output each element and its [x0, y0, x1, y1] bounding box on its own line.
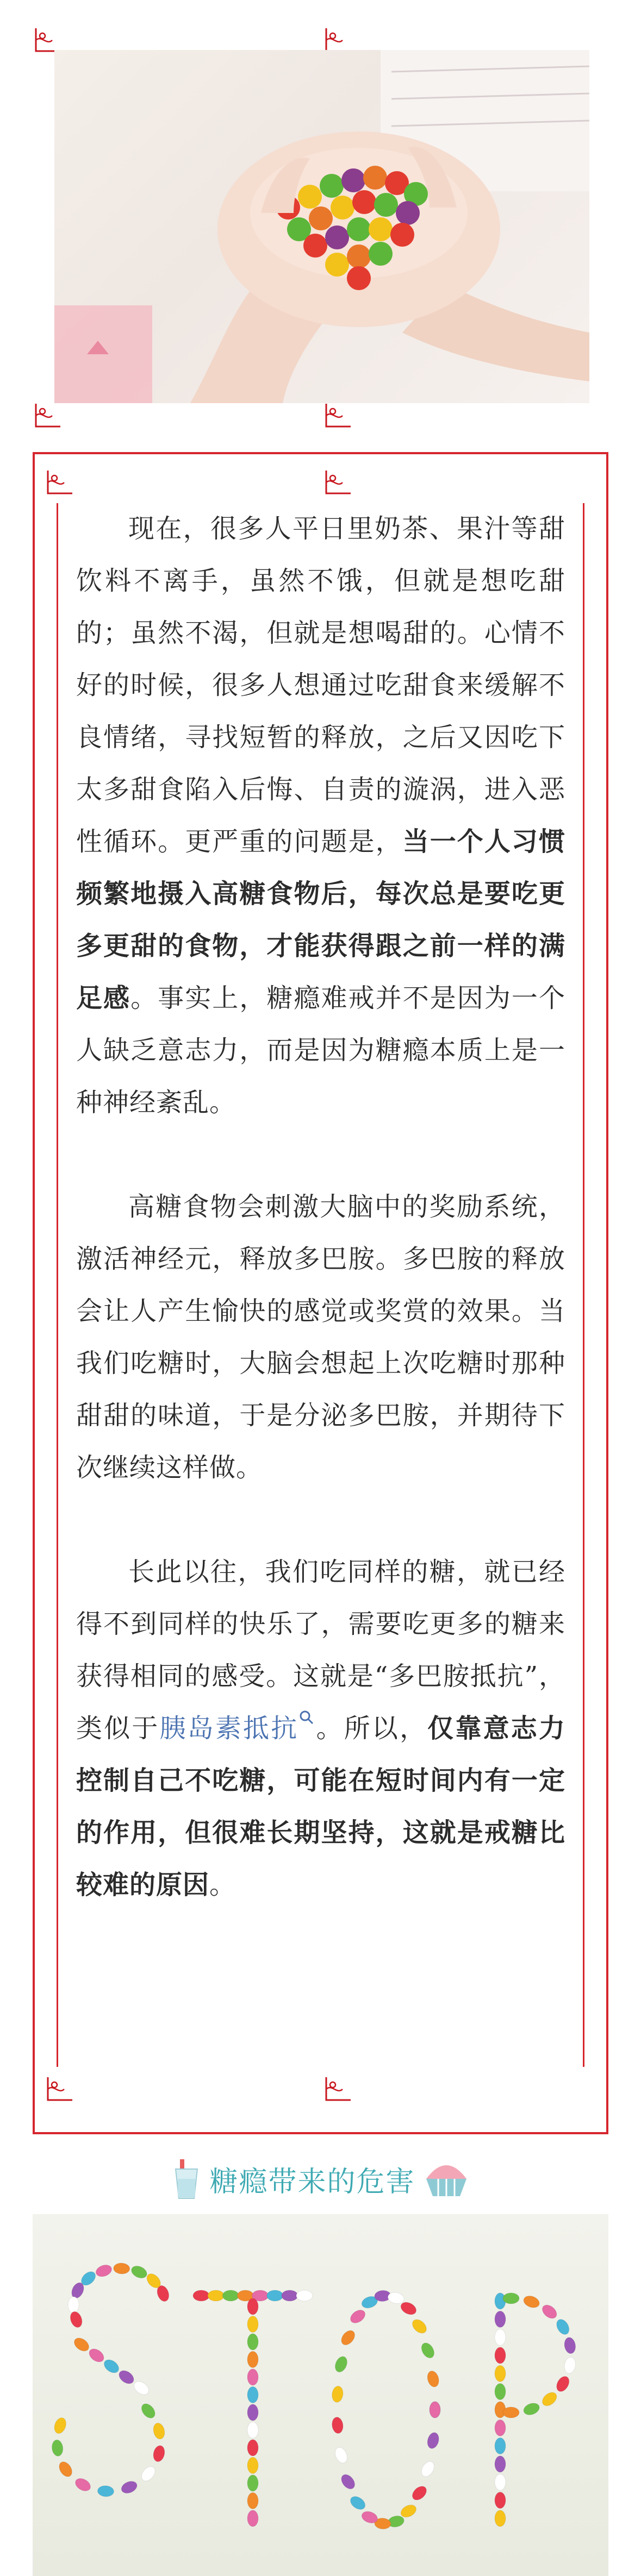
jelly-bean	[554, 2374, 571, 2394]
frame-left-rule	[57, 503, 58, 2067]
jelly-bean	[495, 2438, 506, 2454]
jelly-bean	[247, 2352, 258, 2368]
jelly-bean	[267, 2290, 283, 2301]
jelly-bean	[540, 2390, 559, 2409]
jelly-bean	[495, 2474, 506, 2490]
ice-cream-icon	[422, 2157, 471, 2201]
jelly-bean	[339, 2328, 357, 2348]
jelly-bean	[152, 2422, 166, 2440]
jelly-bean	[67, 2297, 79, 2314]
candy-hands-illustration	[54, 50, 589, 403]
jelly-bean	[247, 2475, 258, 2491]
jelly-bean	[247, 2458, 258, 2474]
jelly-bean	[495, 2420, 506, 2436]
jelly-bean	[333, 2355, 349, 2374]
jelly-bean	[331, 2416, 344, 2434]
jelly-bean	[132, 2379, 151, 2397]
stop-letters-illustration	[33, 2214, 608, 2576]
jelly-bean	[193, 2290, 209, 2301]
stop-jellybeans-photo	[33, 2214, 608, 2576]
paragraph-2	[76, 1181, 565, 1494]
jelly-bean	[152, 2445, 166, 2463]
paragraph-1	[76, 503, 565, 1129]
corner-ornament-icon	[42, 466, 91, 499]
jelly-bean	[333, 2446, 349, 2465]
jelly-bean	[86, 2346, 106, 2365]
p1-bold-text: 当一个人习惯频繁地摄入高糖食物后，每次总是要吃更多更甜的食物，才能获得跟之前一样的满足感	[76, 826, 565, 1013]
jelly-bean	[247, 2298, 258, 2315]
jelly-bean	[69, 2310, 84, 2329]
jelly-bean	[503, 2407, 519, 2418]
jelly-bean	[410, 2317, 430, 2336]
jelly-bean	[222, 2290, 239, 2301]
jelly-bean	[72, 2335, 91, 2354]
corner-ornament-icon	[30, 399, 79, 432]
drink-cup-icon	[170, 2157, 203, 2201]
jelly-bean	[495, 2456, 506, 2472]
jelly-bean	[247, 2422, 258, 2439]
search-icon[interactable]	[298, 1709, 315, 1728]
jelly-bean	[563, 2356, 577, 2374]
jelly-bean	[339, 2472, 357, 2492]
insulin-resistance-link[interactable]: 胰岛素抵抗	[159, 1713, 299, 1744]
corner-ornament-icon	[321, 399, 370, 432]
jelly-bean	[426, 2431, 440, 2450]
jelly-bean	[331, 2385, 344, 2403]
jelly-bean	[426, 2370, 440, 2388]
jelly-bean	[296, 2290, 313, 2301]
jelly-bean	[247, 2387, 258, 2403]
hands-candy-photo	[54, 50, 589, 403]
jelly-bean	[113, 2262, 130, 2274]
p3-bold-text: 仅靠意志力控制自己不吃糖，可能在短时间内有一定的作用，但很难长期坚持，这就是戒糖比较难的原因	[76, 1713, 565, 1900]
p2-text: 高糖食物会刺激大脑中的奖励系统，激活神经元，释放多巴胺。多巴胺的释放会让人产生愉快的感觉或奖赏的效果。当我们吃糖时，大脑会想起上次吃糖时那种甜甜的味道，于是分泌多巴胺，并期待下次继续这样做。	[76, 1192, 565, 1483]
jelly-bean	[116, 2368, 136, 2386]
jelly-bean	[495, 2510, 506, 2527]
jelly-bean	[247, 2493, 258, 2509]
jelly-bean	[495, 2311, 506, 2327]
jelly-bean	[139, 2464, 158, 2484]
p3-text: 长此以往，我们吃同样的糖，就已经得不到同样的快乐了，需要吃更多的糖来获得相同的感受。这就是“多巴胺抵抗”，类似于	[76, 1557, 565, 1744]
jelly-bean	[282, 2290, 298, 2301]
jelly-bean	[247, 2316, 258, 2333]
jelly-bean	[102, 2357, 121, 2376]
jelly-bean	[57, 2459, 74, 2479]
jelly-bean	[247, 2510, 258, 2527]
jelly-bean	[247, 2369, 258, 2385]
section-heading	[0, 2152, 641, 2206]
corner-ornament-icon	[321, 2073, 370, 2105]
jelly-bean	[51, 2439, 64, 2456]
jelly-bean	[563, 2336, 577, 2354]
jelly-bean	[247, 2334, 258, 2350]
jelly-bean	[495, 2492, 506, 2509]
p1-tail-text: 。事实上，糖瘾难戒并不是因为一个人缺乏意志力，而是因为糖瘾本质上是一种神经紊乱。	[76, 983, 565, 1118]
jelly-bean	[430, 2402, 440, 2418]
jelly-bean	[522, 2294, 541, 2310]
jelly-bean	[94, 2263, 113, 2279]
p3-tail-text: 。	[209, 1870, 237, 1900]
p3-mid-text: 。所以，	[315, 1713, 428, 1744]
corner-ornament-icon	[321, 466, 370, 499]
p1-text: 现在，很多人平日里奶茶、果汁等甜饮料不离手，虽然不饿，但就是想吃甜的；虽然不渴，但就是想喝甜的。心情不好的时候，很多人想通过吃甜食来缓解不良情绪，寻找短暂的释放，之后又因吃下太多甜食陷入后悔、自责的漩涡，进入恶性循环。更严重的问题是，	[76, 513, 565, 857]
jelly-bean	[139, 2401, 158, 2421]
jelly-bean	[247, 2404, 258, 2421]
frame-right-rule	[583, 503, 584, 2067]
corner-ornament-icon	[42, 2073, 91, 2105]
jelly-bean	[495, 2384, 506, 2400]
jelly-bean	[52, 2416, 68, 2435]
jelly-bean	[348, 2494, 368, 2512]
jelly-bean	[97, 2485, 114, 2497]
jelly-bean	[495, 2347, 506, 2364]
article-body	[76, 503, 565, 1963]
jelly-bean	[419, 2341, 437, 2360]
jelly-bean	[495, 2329, 506, 2346]
jelly-bean	[410, 2484, 430, 2503]
jelly-bean	[554, 2317, 571, 2337]
jelly-bean	[419, 2459, 437, 2479]
jelly-bean	[495, 2365, 506, 2381]
jelly-bean	[208, 2290, 224, 2301]
section-title: 糖瘾带来的危害	[209, 2165, 415, 2198]
jelly-bean	[540, 2302, 559, 2321]
jelly-bean	[348, 2308, 368, 2326]
paragraph-3	[76, 1546, 565, 1911]
jelly-bean	[522, 2401, 541, 2417]
jelly-bean	[120, 2479, 139, 2496]
jelly-bean	[503, 2293, 519, 2304]
jelly-bean	[129, 2264, 149, 2280]
jelly-bean	[247, 2440, 258, 2456]
jelly-bean	[73, 2476, 93, 2493]
